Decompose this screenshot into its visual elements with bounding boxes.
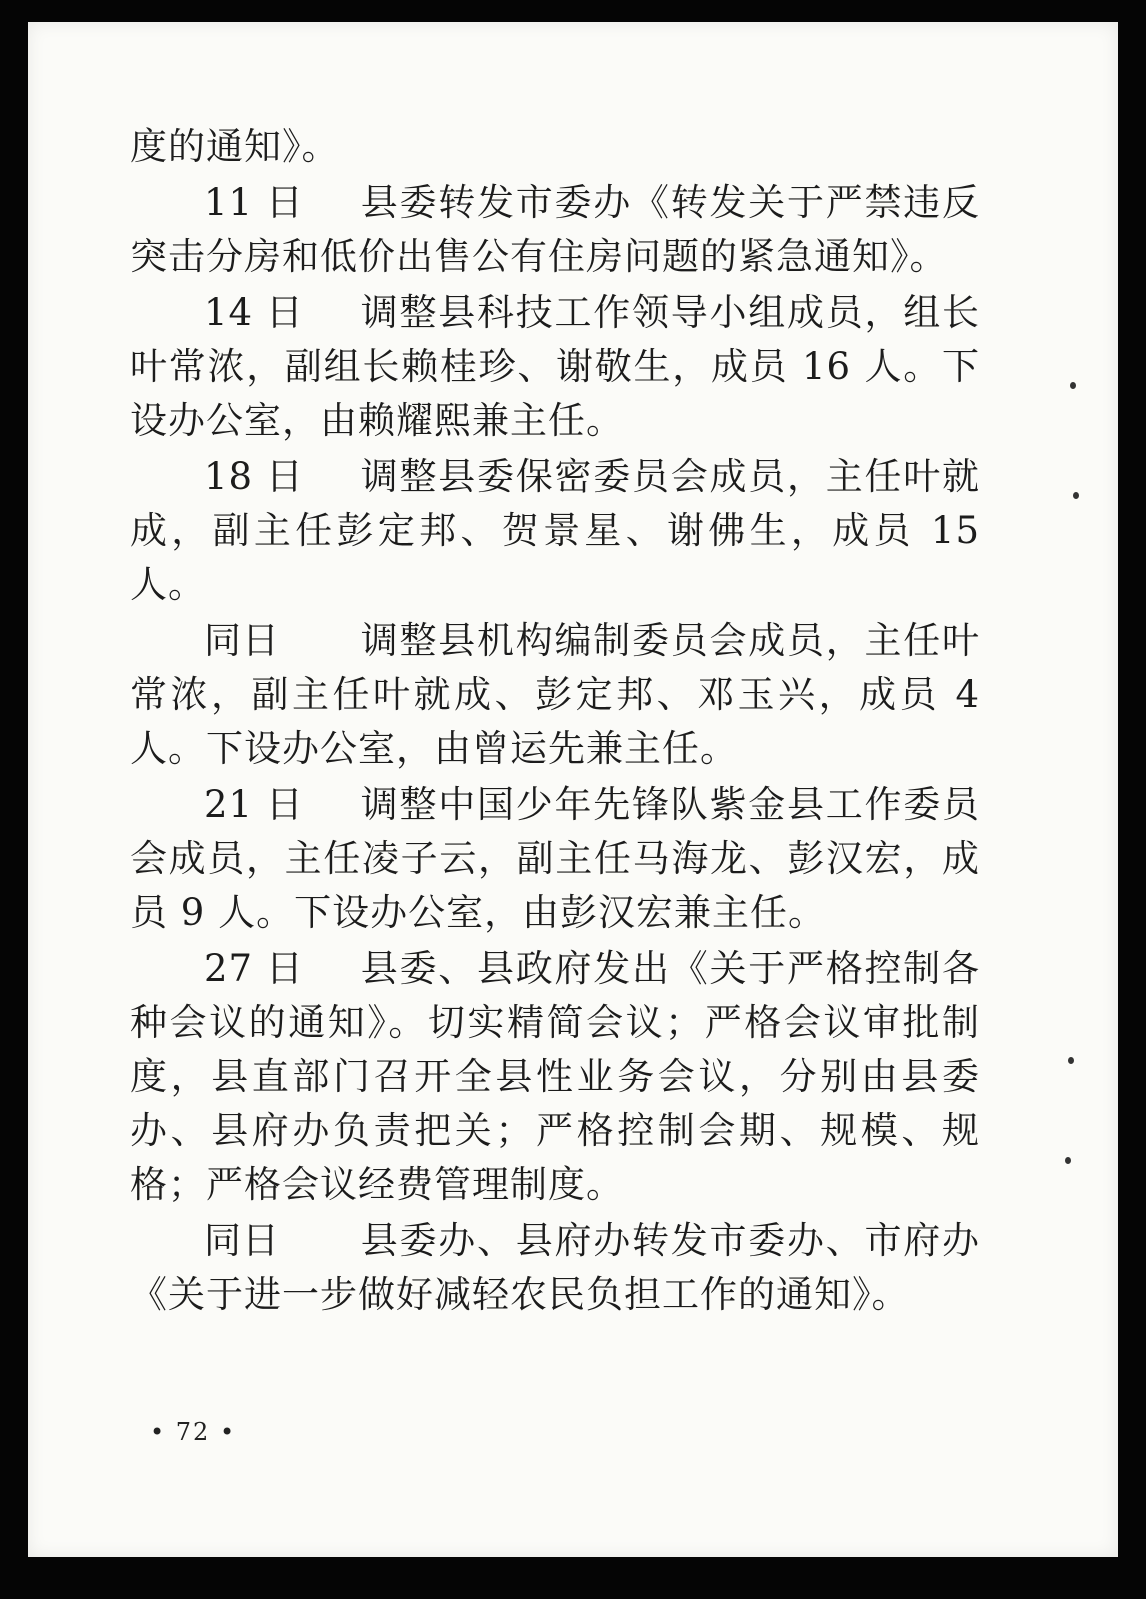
entry-text: 调整县机构编制委员会成员，主任叶常浓，副主任叶就成、彭定邦、邓玉兴，成员 4 人。下设办公室，由曾运先兼主任。 (130, 619, 980, 770)
paragraph-entry (130, 778, 980, 940)
paragraph-entry (130, 614, 980, 776)
document-body (130, 120, 980, 1324)
entry-date: 18 日 (204, 455, 304, 498)
entry-text: 调整县科技工作领导小组成员，组长叶常浓，副组长赖桂珍、谢敬生，成员 16 人。下设办公室，由赖耀熙兼主任。 (130, 291, 980, 442)
paragraph-entry (130, 1214, 980, 1322)
paragraph-text: 度的通知》。 (130, 125, 340, 168)
ink-speck (1070, 382, 1076, 389)
entry-date: 21 日 (204, 783, 304, 826)
paragraph-entry (130, 942, 980, 1212)
entry-text: 县委办、县府办转发市委办、市府办《关于进一步做好减轻农民负担工作的通知》。 (130, 1219, 980, 1316)
entry-date: 27 日 (204, 947, 304, 990)
paragraph-entry (130, 450, 980, 612)
ink-speck (1068, 1057, 1074, 1064)
paragraph-continuation (130, 120, 980, 174)
entry-text: 县委、县政府发出《关于严格控制各种会议的通知》。切实精简会议；严格会议审批制度，县直部门召开全县性业务会议，分别由县委办、县府办负责把关；严格控制会期、规模、规格；严格会议经费管理制度。 (130, 947, 980, 1206)
entry-date: 11 日 (204, 181, 304, 224)
page-number: • 72 • (150, 1418, 237, 1446)
ink-speck (1065, 1157, 1071, 1164)
entry-date: 同日 (204, 1219, 280, 1262)
entry-text: 县委转发市委办《转发关于严禁违反突击分房和低价出售公有住房问题的紧急通知》。 (130, 181, 980, 278)
ink-speck (1073, 492, 1079, 499)
entry-date: 同日 (204, 619, 280, 662)
entry-date: 14 日 (204, 291, 304, 334)
entry-text: 调整中国少年先锋队紫金县工作委员会成员，主任凌子云，副主任马海龙、彭汉宏，成员 9 人。下设办公室，由彭汉宏兼主任。 (130, 783, 980, 934)
paragraph-entry (130, 176, 980, 284)
paragraph-entry (130, 286, 980, 448)
entry-text: 调整县委保密委员会成员，主任叶就成，副主任彭定邦、贺景星、谢佛生，成员 15 人。 (130, 455, 980, 606)
